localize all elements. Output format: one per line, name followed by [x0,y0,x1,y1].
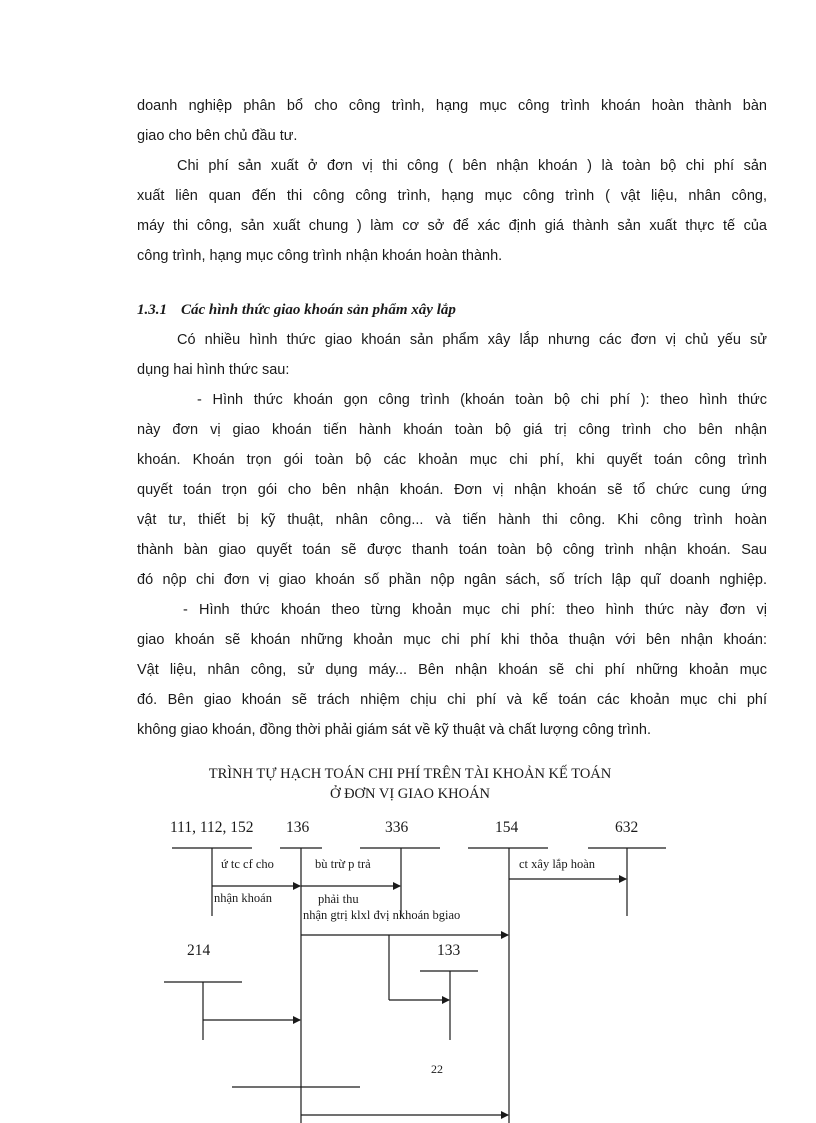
section-line: - Hình thức khoán gọn công trình (khoán toàn bộ chi phí ): theo hình thức [197,392,767,408]
account-154: 154 [495,819,519,836]
section-line: đó. Bên giao khoán sẽ trách nhiệm chịu chi phí và kế toán các khoản mục chi phí [137,692,767,708]
section-line: quyết toán trọn gói cho bên nhận khoán. Đơn vị nhận khoán sẽ tổ chức cung ứng [137,482,767,498]
section-line: Vật liệu, nhân công, sử dụng máy... Bên nhận khoán sẽ chi phí những khoản mục [137,662,767,678]
body-line: Chi phí sản xuất ở đơn vị thi công ( bên nhận khoán ) là toàn bộ chi phí sản [177,158,767,174]
section-title: Các hình thức giao khoán sản phẩm xây lắp [181,302,456,318]
diagram-title-line2: Ở ĐƠN VỊ GIAO KHOÁN [329,786,491,802]
label-nhan-gtri: nhận gtrị klxl đvị nkhoán bgiao [303,908,461,922]
body-line: máy thi công, sản xuất chung ) làm cơ sở để xác định giá thành sản xuất thực tế của [137,218,767,234]
section-line: - Hình thức khoán theo từng khoản mục chi phí: theo hình thức này đơn vị [183,602,767,618]
label-phai-thu: phải thu [318,892,359,906]
section-line: thành bàn giao quyết toán sẽ được thanh toán toàn bộ công trình nhận khoán. Sau [137,542,767,558]
body-line: giao cho bên chủ đầu tư. [137,128,298,144]
account-336: 336 [385,819,409,836]
body-line: doanh nghiệp phân bổ cho công trình, hạng mục công trình khoán hoàn thành bàn [137,98,767,114]
account-136: 136 [286,819,310,836]
body-line: công trình, hạng mục công trình nhận khoán hoàn thành. [137,248,503,264]
label-bu-tru: bù trừ p trả [315,857,371,871]
section-line: không giao khoán, đồng thời phải giám sát về kỹ thuật và chất lượng công trình. [137,722,651,738]
diagram-title-line1: TRÌNH TỰ HẠCH TOÁN CHI PHÍ TRÊN TÀI KHOẢN KẾ TOÁN [208,766,612,782]
section-line: vật tư, thiết bị kỹ thuật, nhân công... và tiến hành thi công. Khi công trình hoàn [137,512,767,528]
section-line: đó nộp chi đơn vị giao khoán số phần nộp ngân sách, số trích lập quĩ doanh nghiệp. [137,572,767,588]
section-line: khoán. Khoán trọn gói toàn bộ các khoản mục chi phí, khi quyết toán công trình [137,452,767,468]
label-ung-tc: ứ tc cf cho [221,857,274,871]
section-line: dụng hai hình thức sau: [137,362,290,378]
label-nhan-khoan: nhận khoán [214,891,272,905]
section-line: giao khoán sẽ khoán những khoản mục chi phí khi thỏa thuận với bên nhận khoán: [137,632,767,648]
section-line: này đơn vị giao khoán tiến hành khoán toàn bộ giá trị công trình cho bên nhận [137,422,767,438]
section-number: 1.3.1 [137,302,167,318]
account-632: 632 [615,819,639,836]
account-133: 133 [437,942,461,959]
account-111-112-152: 111, 112, 152 [170,819,254,836]
body-line: xuất liên quan đến thi công công trình, hạng mục công trình ( vật liệu, nhân công, [137,188,767,204]
label-ct-xay-lap: ct xây lắp hoàn [519,857,596,871]
account-214: 214 [187,942,211,959]
page-number: 22 [431,1062,443,1076]
section-line: Có nhiều hình thức giao khoán sản phẩm xây lắp nhưng các đơn vị chủ yếu sử [177,332,767,348]
